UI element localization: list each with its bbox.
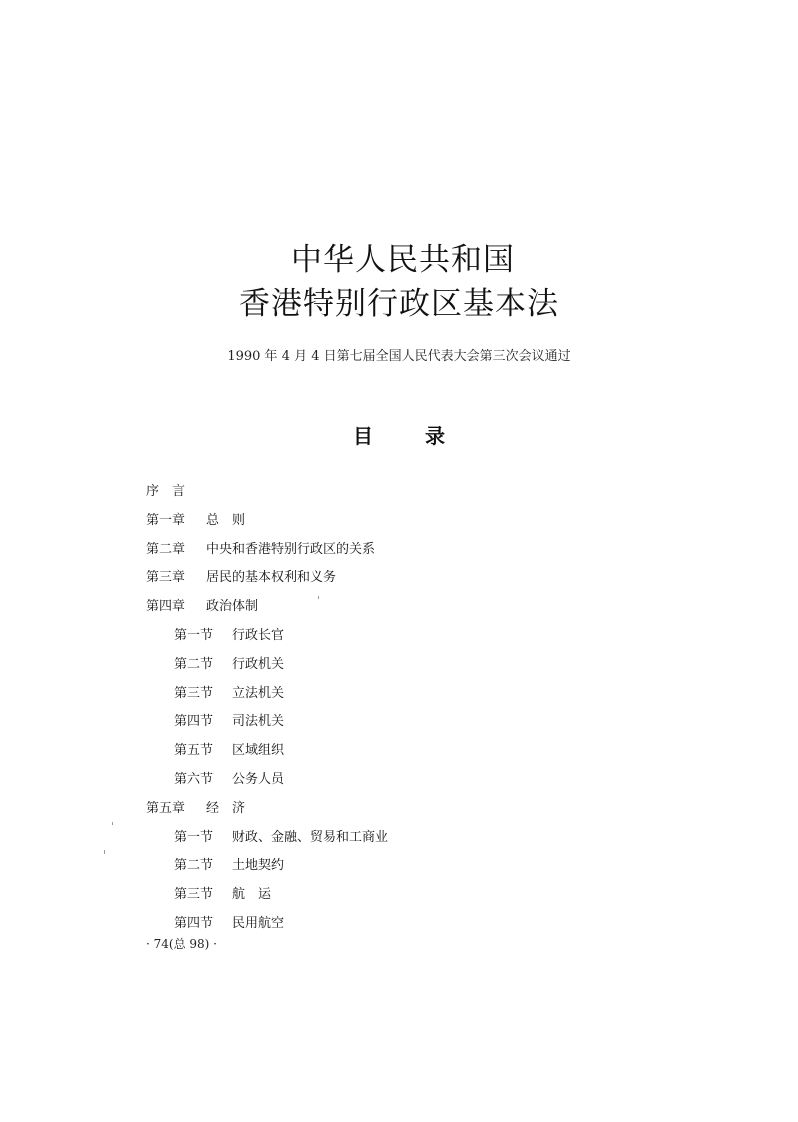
toc-section-entry bbox=[146, 737, 706, 766]
toc-section-entry bbox=[146, 824, 706, 853]
toc-entry-title: 行政机关 bbox=[232, 656, 285, 672]
toc-section-entry bbox=[146, 708, 706, 737]
toc-section-entry bbox=[146, 766, 706, 795]
toc-section-entry bbox=[146, 622, 706, 651]
toc-entry-title: 民用航空 bbox=[232, 915, 285, 931]
toc-entry-label: 第四节 bbox=[174, 915, 214, 931]
toc-entry-title: 中央和香港特别行政区的关系 bbox=[206, 541, 376, 557]
toc-chapter-entry bbox=[146, 478, 706, 507]
toc-entry-label: 第二节 bbox=[174, 656, 214, 672]
toc-entry-label: 第二节 bbox=[174, 858, 214, 874]
toc-section-entry bbox=[146, 651, 706, 680]
table-of-contents-heading bbox=[0, 424, 798, 448]
toc-entry-label: 第四章 bbox=[146, 599, 186, 615]
toc-heading-char-1: 目 bbox=[353, 424, 373, 448]
scan-speck bbox=[112, 822, 113, 825]
toc-entry-title: 行政长官 bbox=[232, 627, 285, 643]
toc-entry-label: 第二章 bbox=[146, 541, 186, 557]
toc-section-entry bbox=[146, 910, 706, 939]
toc-entry-label: 第一节 bbox=[174, 829, 214, 845]
toc-entry-label: 第四节 bbox=[174, 714, 214, 730]
toc-entry-title: 公务人员 bbox=[232, 771, 285, 787]
toc-entry-title: 总 则 bbox=[206, 512, 246, 528]
toc-entry-title: 财政、金融、贸易和工商业 bbox=[232, 829, 389, 845]
page-number: · 74(总 98) · bbox=[146, 937, 217, 951]
toc-entry-label: 第五章 bbox=[146, 800, 186, 816]
toc-entry-label: 第三节 bbox=[174, 685, 214, 701]
toc-entry-title: 区域组织 bbox=[232, 743, 285, 759]
toc-entry-title: 政治体制 bbox=[206, 599, 259, 615]
toc-entry-title: 经 济 bbox=[206, 800, 246, 816]
toc-chapter-entry bbox=[146, 795, 706, 824]
toc-section-entry bbox=[146, 881, 706, 910]
toc-entry-label: 第六节 bbox=[174, 771, 214, 787]
toc-entry-title: 司法机关 bbox=[232, 714, 285, 730]
toc-chapter-entry bbox=[146, 593, 706, 622]
table-of-contents bbox=[146, 478, 706, 939]
toc-entry-label: 第五节 bbox=[174, 743, 214, 759]
toc-entry-title: 居民的基本权利和义务 bbox=[206, 570, 337, 586]
document-title-line-1: 中华人民共和国 bbox=[291, 242, 515, 278]
toc-entry-label: 序 言 bbox=[146, 484, 186, 499]
toc-heading-char-2: 录 bbox=[425, 424, 445, 448]
toc-section-entry bbox=[146, 680, 706, 709]
toc-entry-label: 第一章 bbox=[146, 512, 186, 528]
scan-speck bbox=[318, 596, 319, 599]
scan-speck bbox=[104, 850, 105, 854]
toc-entry-title: 立法机关 bbox=[232, 685, 285, 701]
document-title-line-2: 香港特别行政区基本法 bbox=[239, 286, 559, 322]
toc-entry-title: 土地契约 bbox=[232, 858, 285, 874]
toc-entry-label: 第一节 bbox=[174, 627, 214, 643]
toc-section-entry bbox=[146, 852, 706, 881]
toc-entry-title: 航 运 bbox=[232, 887, 272, 903]
toc-chapter-entry bbox=[146, 507, 706, 536]
adoption-note: 1990 年 4 月 4 日第七届全国人民代表大会第三次会议通过 bbox=[227, 349, 571, 364]
toc-entry-label: 第三章 bbox=[146, 570, 186, 586]
toc-entry-label: 第三节 bbox=[174, 887, 214, 903]
toc-chapter-entry bbox=[146, 536, 706, 565]
toc-chapter-entry bbox=[146, 564, 706, 593]
